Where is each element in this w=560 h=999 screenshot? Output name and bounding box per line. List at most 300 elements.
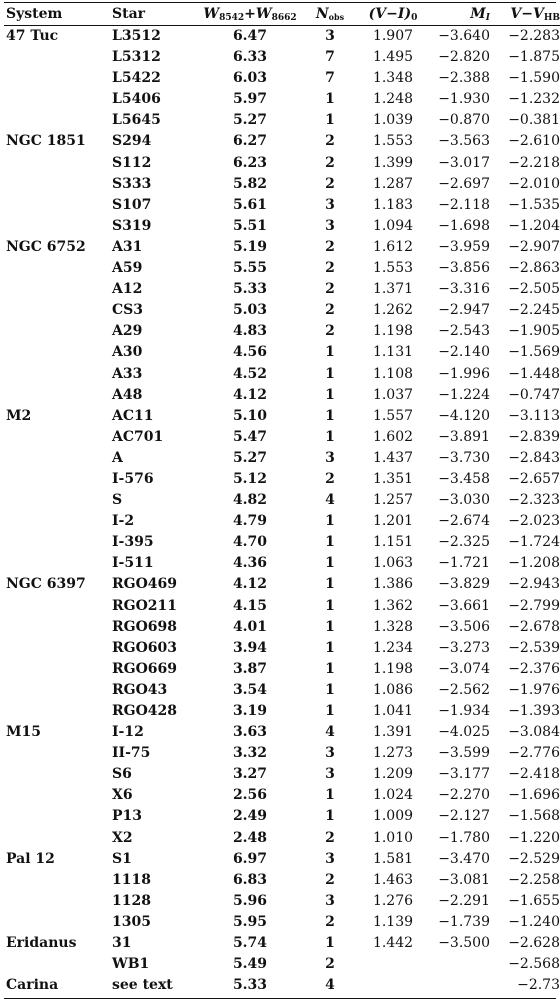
cell-system [4, 427, 106, 448]
cell-v-minus-i: 1.139 [372, 913, 414, 930]
cell-v-minus-vhb: −2.628 [508, 935, 560, 952]
cell-system [4, 828, 106, 849]
cell-nobs: 2 [325, 154, 335, 171]
cell-nobs: 2 [325, 829, 335, 846]
cell-system [4, 870, 106, 891]
table-top-rule [4, 2, 556, 3]
cell-system [4, 617, 106, 638]
cell-v-minus-i: 1.328 [372, 618, 414, 635]
cell-star: RGO428 [112, 703, 178, 719]
cell-mi: −1.224 [438, 386, 490, 403]
table-row [4, 912, 560, 933]
cell-star: S333 [112, 175, 152, 192]
cell-v-minus-vhb: −1.875 [508, 49, 560, 66]
cell-w-sum: 4.52 [232, 365, 268, 382]
cell-v-minus-i [362, 954, 424, 975]
cell-star: S294 [112, 133, 152, 150]
table-row [4, 385, 560, 406]
cell-v-minus-vhb: −2.73 [517, 977, 560, 994]
table-body [4, 26, 560, 997]
cell-w-sum: 4.79 [232, 513, 268, 530]
cell-v-minus-vhb: −1.568 [508, 808, 560, 825]
cell-v-minus-i: 1.131 [372, 344, 414, 361]
table-row [4, 532, 560, 553]
cell-w-sum: 5.95 [232, 913, 268, 930]
cell-w-sum: 6.03 [232, 70, 268, 87]
cell-system [4, 743, 106, 764]
cell-v-minus-vhb: −1.204 [508, 217, 560, 234]
cell-nobs: 1 [325, 681, 335, 698]
table-row [4, 364, 560, 385]
cell-v-minus-vhb: −2.657 [508, 470, 560, 487]
table-row [4, 743, 560, 764]
cell-system: M15 [6, 724, 41, 741]
cell-nobs: 1 [325, 407, 335, 424]
cell-v-minus-i: 1.039 [372, 112, 414, 129]
cell-system [4, 553, 106, 574]
cell-system [4, 195, 106, 216]
cell-star: S112 [112, 154, 152, 171]
cell-system [4, 385, 106, 406]
cell-w-sum: 6.47 [232, 28, 268, 44]
cell-v-minus-i: 1.442 [372, 935, 414, 952]
cell-nobs: 2 [325, 956, 335, 973]
cell-star: S6 [112, 766, 132, 783]
cell-w-sum: 5.96 [232, 892, 268, 909]
cell-mi: −1.739 [438, 913, 490, 930]
cell-star: 1128 [112, 892, 151, 909]
cell-system [4, 596, 106, 617]
cell-mi: −3.074 [438, 660, 490, 677]
table-row [4, 701, 560, 722]
cell-w-sum: 2.56 [232, 787, 268, 804]
cell-star: see text [112, 977, 173, 994]
cell-v-minus-vhb: −1.905 [508, 323, 560, 340]
table-row [4, 849, 560, 870]
cell-v-minus-i: 1.257 [372, 492, 414, 509]
cell-w-sum: 5.03 [232, 302, 268, 319]
cell-star: RGO603 [112, 639, 178, 656]
header-v-minus-i: $(V-I)_0$ [362, 4, 424, 26]
cell-w-sum: 3.63 [232, 724, 268, 741]
cell-mi: −3.506 [438, 618, 490, 635]
cell-mi: −3.563 [438, 133, 490, 150]
cell-star: RGO211 [112, 597, 178, 614]
table-row [4, 891, 560, 912]
cell-mi: −4.120 [438, 407, 490, 424]
cell-mi: −1.996 [438, 365, 490, 382]
cell-nobs: 7 [325, 49, 335, 66]
cell-star: X2 [112, 829, 133, 846]
cell-system [4, 806, 106, 827]
cell-w-sum: 5.74 [232, 935, 268, 952]
cell-star: S107 [112, 196, 152, 213]
cell-v-minus-i: 1.581 [372, 850, 414, 867]
cell-system [4, 342, 106, 363]
cell-mi [424, 975, 496, 996]
table-row [4, 617, 560, 638]
table-row [4, 933, 560, 954]
cell-v-minus-i: 1.273 [372, 745, 414, 762]
cell-v-minus-vhb: −1.569 [508, 344, 560, 361]
cell-w-sum: 3.27 [232, 766, 268, 783]
cell-system [4, 638, 106, 659]
cell-w-sum: 5.33 [232, 281, 268, 298]
cell-v-minus-vhb: −0.381 [508, 112, 560, 129]
cell-w-sum: 3.19 [232, 703, 268, 719]
cell-v-minus-vhb: −2.505 [508, 281, 560, 298]
cell-nobs: 1 [325, 513, 335, 530]
cell-w-sum: 2.49 [232, 808, 268, 825]
table-row [4, 427, 560, 448]
table-row [4, 131, 560, 152]
table-row [4, 47, 560, 68]
cell-nobs: 1 [325, 91, 335, 108]
cell-v-minus-i: 1.009 [372, 808, 414, 825]
header-nobs: $N_{obs}$ [298, 4, 362, 26]
cell-star: 31 [112, 935, 132, 952]
cell-system [4, 490, 106, 511]
header-system: System [4, 4, 106, 26]
cell-v-minus-vhb: −2.799 [508, 597, 560, 614]
cell-v-minus-vhb: −1.448 [508, 365, 560, 382]
cell-v-minus-i: 1.094 [372, 217, 414, 234]
cell-star: RGO43 [112, 681, 168, 698]
cell-nobs: 2 [325, 281, 335, 298]
table-row [4, 26, 560, 48]
cell-v-minus-vhb: −3.113 [508, 407, 560, 424]
cell-star: A31 [112, 238, 143, 255]
cell-star: II-75 [112, 745, 151, 762]
table-row [4, 174, 560, 195]
cell-star: I-576 [112, 470, 154, 487]
cell-v-minus-i: 1.348 [372, 70, 414, 87]
cell-w-sum: 6.83 [232, 871, 268, 888]
cell-w-sum: 3.94 [232, 639, 268, 656]
cell-nobs: 1 [325, 534, 335, 551]
cell-mi: −2.562 [438, 681, 490, 698]
cell-star: AC701 [112, 428, 164, 445]
cell-v-minus-i: 1.557 [372, 407, 414, 424]
cell-mi: −3.017 [438, 154, 490, 171]
table-row [4, 975, 560, 996]
cell-v-minus-i: 1.183 [372, 196, 414, 213]
cell-w-sum: 5.49 [232, 956, 268, 973]
cell-v-minus-vhb: −2.568 [508, 956, 560, 973]
cell-system [4, 174, 106, 195]
cell-w-sum: 5.12 [232, 470, 268, 487]
cell-system [4, 659, 106, 680]
cell-system [4, 110, 106, 131]
cell-system [4, 912, 106, 933]
table-row [4, 806, 560, 827]
cell-v-minus-i: 1.024 [372, 787, 414, 804]
cell-nobs: 1 [325, 639, 335, 656]
cell-v-minus-i: 1.201 [372, 513, 414, 530]
cell-v-minus-i: 1.463 [372, 871, 414, 888]
cell-v-minus-i: 1.248 [372, 91, 414, 108]
cell-w-sum: 4.56 [232, 344, 268, 361]
cell-v-minus-vhb: −2.907 [508, 238, 560, 255]
cell-star: RGO469 [112, 576, 178, 593]
cell-w-sum: 3.87 [232, 660, 268, 677]
cell-w-sum: 4.01 [232, 618, 268, 635]
cell-star: A [112, 449, 123, 466]
cell-mi: −4.025 [438, 724, 490, 741]
cell-mi: −3.030 [438, 492, 490, 509]
cell-nobs: 1 [325, 618, 335, 635]
cell-v-minus-i: 1.351 [372, 470, 414, 487]
table-row [4, 785, 560, 806]
cell-w-sum: 4.83 [232, 323, 268, 340]
cell-nobs: 1 [325, 935, 335, 952]
cell-w-sum: 3.32 [232, 745, 268, 762]
cell-v-minus-vhb: −1.220 [508, 829, 560, 846]
cell-v-minus-i: 1.437 [372, 449, 414, 466]
table-row [4, 153, 560, 174]
cell-star: 1305 [112, 913, 151, 930]
cell-v-minus-i: 1.041 [372, 703, 414, 719]
cell-w-sum: 2.48 [232, 829, 268, 846]
cell-star: A59 [112, 260, 143, 277]
cell-v-minus-i: 1.495 [372, 49, 414, 66]
cell-system [4, 785, 106, 806]
cell-w-sum: 4.70 [232, 534, 268, 551]
cell-nobs: 2 [325, 238, 335, 255]
table-row [4, 638, 560, 659]
cell-system: NGC 6397 [6, 576, 86, 593]
cell-star: 1118 [112, 871, 151, 888]
header-v-minus-vhb: $V-V_{HB}$ [496, 4, 560, 26]
cell-v-minus-i: 1.063 [372, 555, 414, 572]
cell-system [4, 532, 106, 553]
cell-v-minus-vhb: −1.724 [508, 534, 560, 551]
cell-v-minus-vhb: −2.839 [508, 428, 560, 445]
cell-system [4, 701, 106, 722]
table-header [4, 4, 560, 26]
cell-mi: −3.661 [438, 597, 490, 614]
cell-v-minus-i: 1.386 [372, 576, 414, 593]
cell-w-sum: 6.33 [232, 49, 268, 66]
cell-nobs: 1 [325, 787, 335, 804]
cell-system [4, 448, 106, 469]
cell-nobs: 3 [325, 28, 335, 44]
cell-mi: −2.325 [438, 534, 490, 551]
cell-v-minus-i: 1.209 [372, 766, 414, 783]
cell-v-minus-i: 1.553 [372, 260, 414, 277]
cell-system [4, 764, 106, 785]
cell-w-sum: 5.27 [232, 449, 268, 466]
cell-mi: −2.947 [438, 302, 490, 319]
cell-mi: −2.291 [438, 892, 490, 909]
cell-nobs: 3 [325, 217, 335, 234]
cell-star: RGO698 [112, 618, 178, 635]
cell-nobs: 3 [325, 745, 335, 762]
cell-v-minus-vhb: −1.240 [508, 913, 560, 930]
cell-v-minus-i: 1.399 [372, 154, 414, 171]
cell-nobs: 1 [325, 344, 335, 361]
cell-nobs: 2 [325, 175, 335, 192]
table-row [4, 870, 560, 891]
cell-v-minus-vhb: −2.843 [508, 449, 560, 466]
cell-star: P13 [112, 808, 143, 825]
cell-v-minus-i: 1.010 [372, 829, 414, 846]
cell-mi: −1.930 [438, 91, 490, 108]
cell-star: I-511 [112, 555, 154, 572]
cell-system: M2 [6, 407, 32, 424]
cell-mi: −3.177 [438, 766, 490, 783]
cell-v-minus-i: 1.602 [372, 428, 414, 445]
cell-nobs: 1 [325, 555, 335, 572]
cell-v-minus-vhb: −2.863 [508, 260, 560, 277]
cell-v-minus-i: 1.276 [372, 892, 414, 909]
cell-star: X6 [112, 787, 133, 804]
cell-v-minus-vhb: −1.696 [508, 787, 560, 804]
cell-star: L5406 [112, 91, 161, 108]
cell-w-sum: 6.97 [232, 850, 268, 867]
cell-w-sum: 4.15 [232, 597, 268, 614]
cell-v-minus-i: 1.907 [372, 28, 414, 44]
cell-v-minus-vhb: −2.283 [508, 28, 560, 44]
cell-mi: −2.543 [438, 323, 490, 340]
cell-system [4, 68, 106, 89]
table-row [4, 764, 560, 785]
table-row [4, 216, 560, 237]
cell-w-sum: 4.12 [232, 386, 268, 403]
cell-star: I-12 [112, 724, 144, 741]
cell-star: A29 [112, 323, 143, 340]
cell-mi: −3.081 [438, 871, 490, 888]
cell-system: Eridanus [6, 935, 77, 952]
table-row [4, 279, 560, 300]
table-row [4, 110, 560, 131]
cell-mi: −3.599 [438, 745, 490, 762]
cell-system [4, 279, 106, 300]
cell-mi: −1.721 [438, 555, 490, 572]
cell-system [4, 891, 106, 912]
cell-nobs: 4 [325, 977, 335, 994]
cell-w-sum: 5.33 [232, 977, 268, 994]
cell-star: AC11 [112, 407, 154, 424]
cell-w-sum: 5.82 [232, 175, 268, 192]
cell-w-sum: 5.61 [232, 196, 268, 213]
table-row [4, 448, 560, 469]
cell-star: CS3 [112, 302, 143, 319]
cell-nobs: 2 [325, 871, 335, 888]
cell-v-minus-vhb: −3.084 [508, 724, 560, 741]
cell-system [4, 954, 106, 975]
header-mi: $M_I$ [424, 4, 496, 26]
cell-nobs: 1 [325, 703, 335, 719]
cell-nobs: 1 [325, 386, 335, 403]
cell-v-minus-i: 1.262 [372, 302, 414, 319]
cell-mi: −1.780 [438, 829, 490, 846]
cell-star: I-395 [112, 534, 154, 551]
table-row [4, 321, 560, 342]
cell-mi: −2.388 [438, 70, 490, 87]
cell-system [4, 321, 106, 342]
table-row [4, 680, 560, 701]
cell-w-sum: 5.55 [232, 260, 268, 277]
header-w-sum: $W_{8542}+W_{8662}$ [202, 4, 298, 26]
cell-v-minus-vhb: −1.655 [508, 892, 560, 909]
cell-v-minus-i [362, 975, 424, 996]
cell-star: A33 [112, 365, 143, 382]
table-row [4, 511, 560, 532]
cell-system: Pal 12 [6, 850, 55, 867]
cell-mi: −3.730 [438, 449, 490, 466]
cell-star: A12 [112, 281, 143, 298]
header-star: Star [106, 4, 202, 26]
cell-v-minus-vhb: −2.376 [508, 660, 560, 677]
cell-star: L3512 [112, 28, 161, 44]
cell-system [4, 47, 106, 68]
cell-mi: −3.856 [438, 260, 490, 277]
cell-v-minus-vhb: −2.245 [508, 302, 560, 319]
cell-nobs: 3 [325, 766, 335, 783]
cell-nobs: 2 [325, 470, 335, 487]
cell-nobs: 1 [325, 597, 335, 614]
cell-v-minus-vhb: −2.943 [508, 576, 560, 593]
cell-mi: −3.470 [438, 850, 490, 867]
cell-star: WB1 [112, 956, 150, 973]
cell-mi: −2.674 [438, 513, 490, 530]
cell-nobs: 1 [325, 428, 335, 445]
cell-v-minus-vhb: −2.529 [508, 850, 560, 867]
cell-w-sum: 5.97 [232, 91, 268, 108]
cell-star: A48 [112, 386, 143, 403]
cell-mi: −1.934 [438, 703, 490, 719]
cell-mi: −2.140 [438, 344, 490, 361]
cell-nobs: 2 [325, 913, 335, 930]
cell-v-minus-i: 1.108 [372, 365, 414, 382]
cell-star: L5645 [112, 112, 161, 129]
table-row [4, 300, 560, 321]
table-row [4, 406, 560, 427]
cell-nobs: 1 [325, 112, 335, 129]
cell-system [4, 89, 106, 110]
cell-mi: −3.458 [438, 470, 490, 487]
data-table-container [4, 0, 560, 999]
cell-nobs: 4 [325, 492, 335, 509]
table-row [4, 469, 560, 490]
cell-w-sum: 4.82 [232, 492, 268, 509]
cell-mi: −2.270 [438, 787, 490, 804]
cell-v-minus-vhb: −2.776 [508, 745, 560, 762]
table-row [4, 195, 560, 216]
cell-v-minus-vhb: −2.218 [508, 154, 560, 171]
cell-v-minus-vhb: −2.258 [508, 871, 560, 888]
cell-star: S319 [112, 217, 152, 234]
cell-system: NGC 6752 [6, 238, 86, 255]
cell-mi: −3.829 [438, 576, 490, 593]
table-row [4, 68, 560, 89]
table-row [4, 596, 560, 617]
cell-nobs: 3 [325, 449, 335, 466]
cell-mi: −2.820 [438, 49, 490, 66]
cell-v-minus-i: 1.287 [372, 175, 414, 192]
cell-w-sum: 5.10 [232, 407, 268, 424]
cell-system [4, 469, 106, 490]
table-row [4, 659, 560, 680]
cell-star: S [112, 492, 123, 509]
cell-nobs: 2 [325, 260, 335, 277]
cell-v-minus-vhb: −2.678 [508, 618, 560, 635]
table-row [4, 258, 560, 279]
cell-w-sum: 5.47 [232, 428, 268, 445]
cell-v-minus-vhb: −2.323 [508, 492, 560, 509]
table-row [4, 954, 560, 975]
